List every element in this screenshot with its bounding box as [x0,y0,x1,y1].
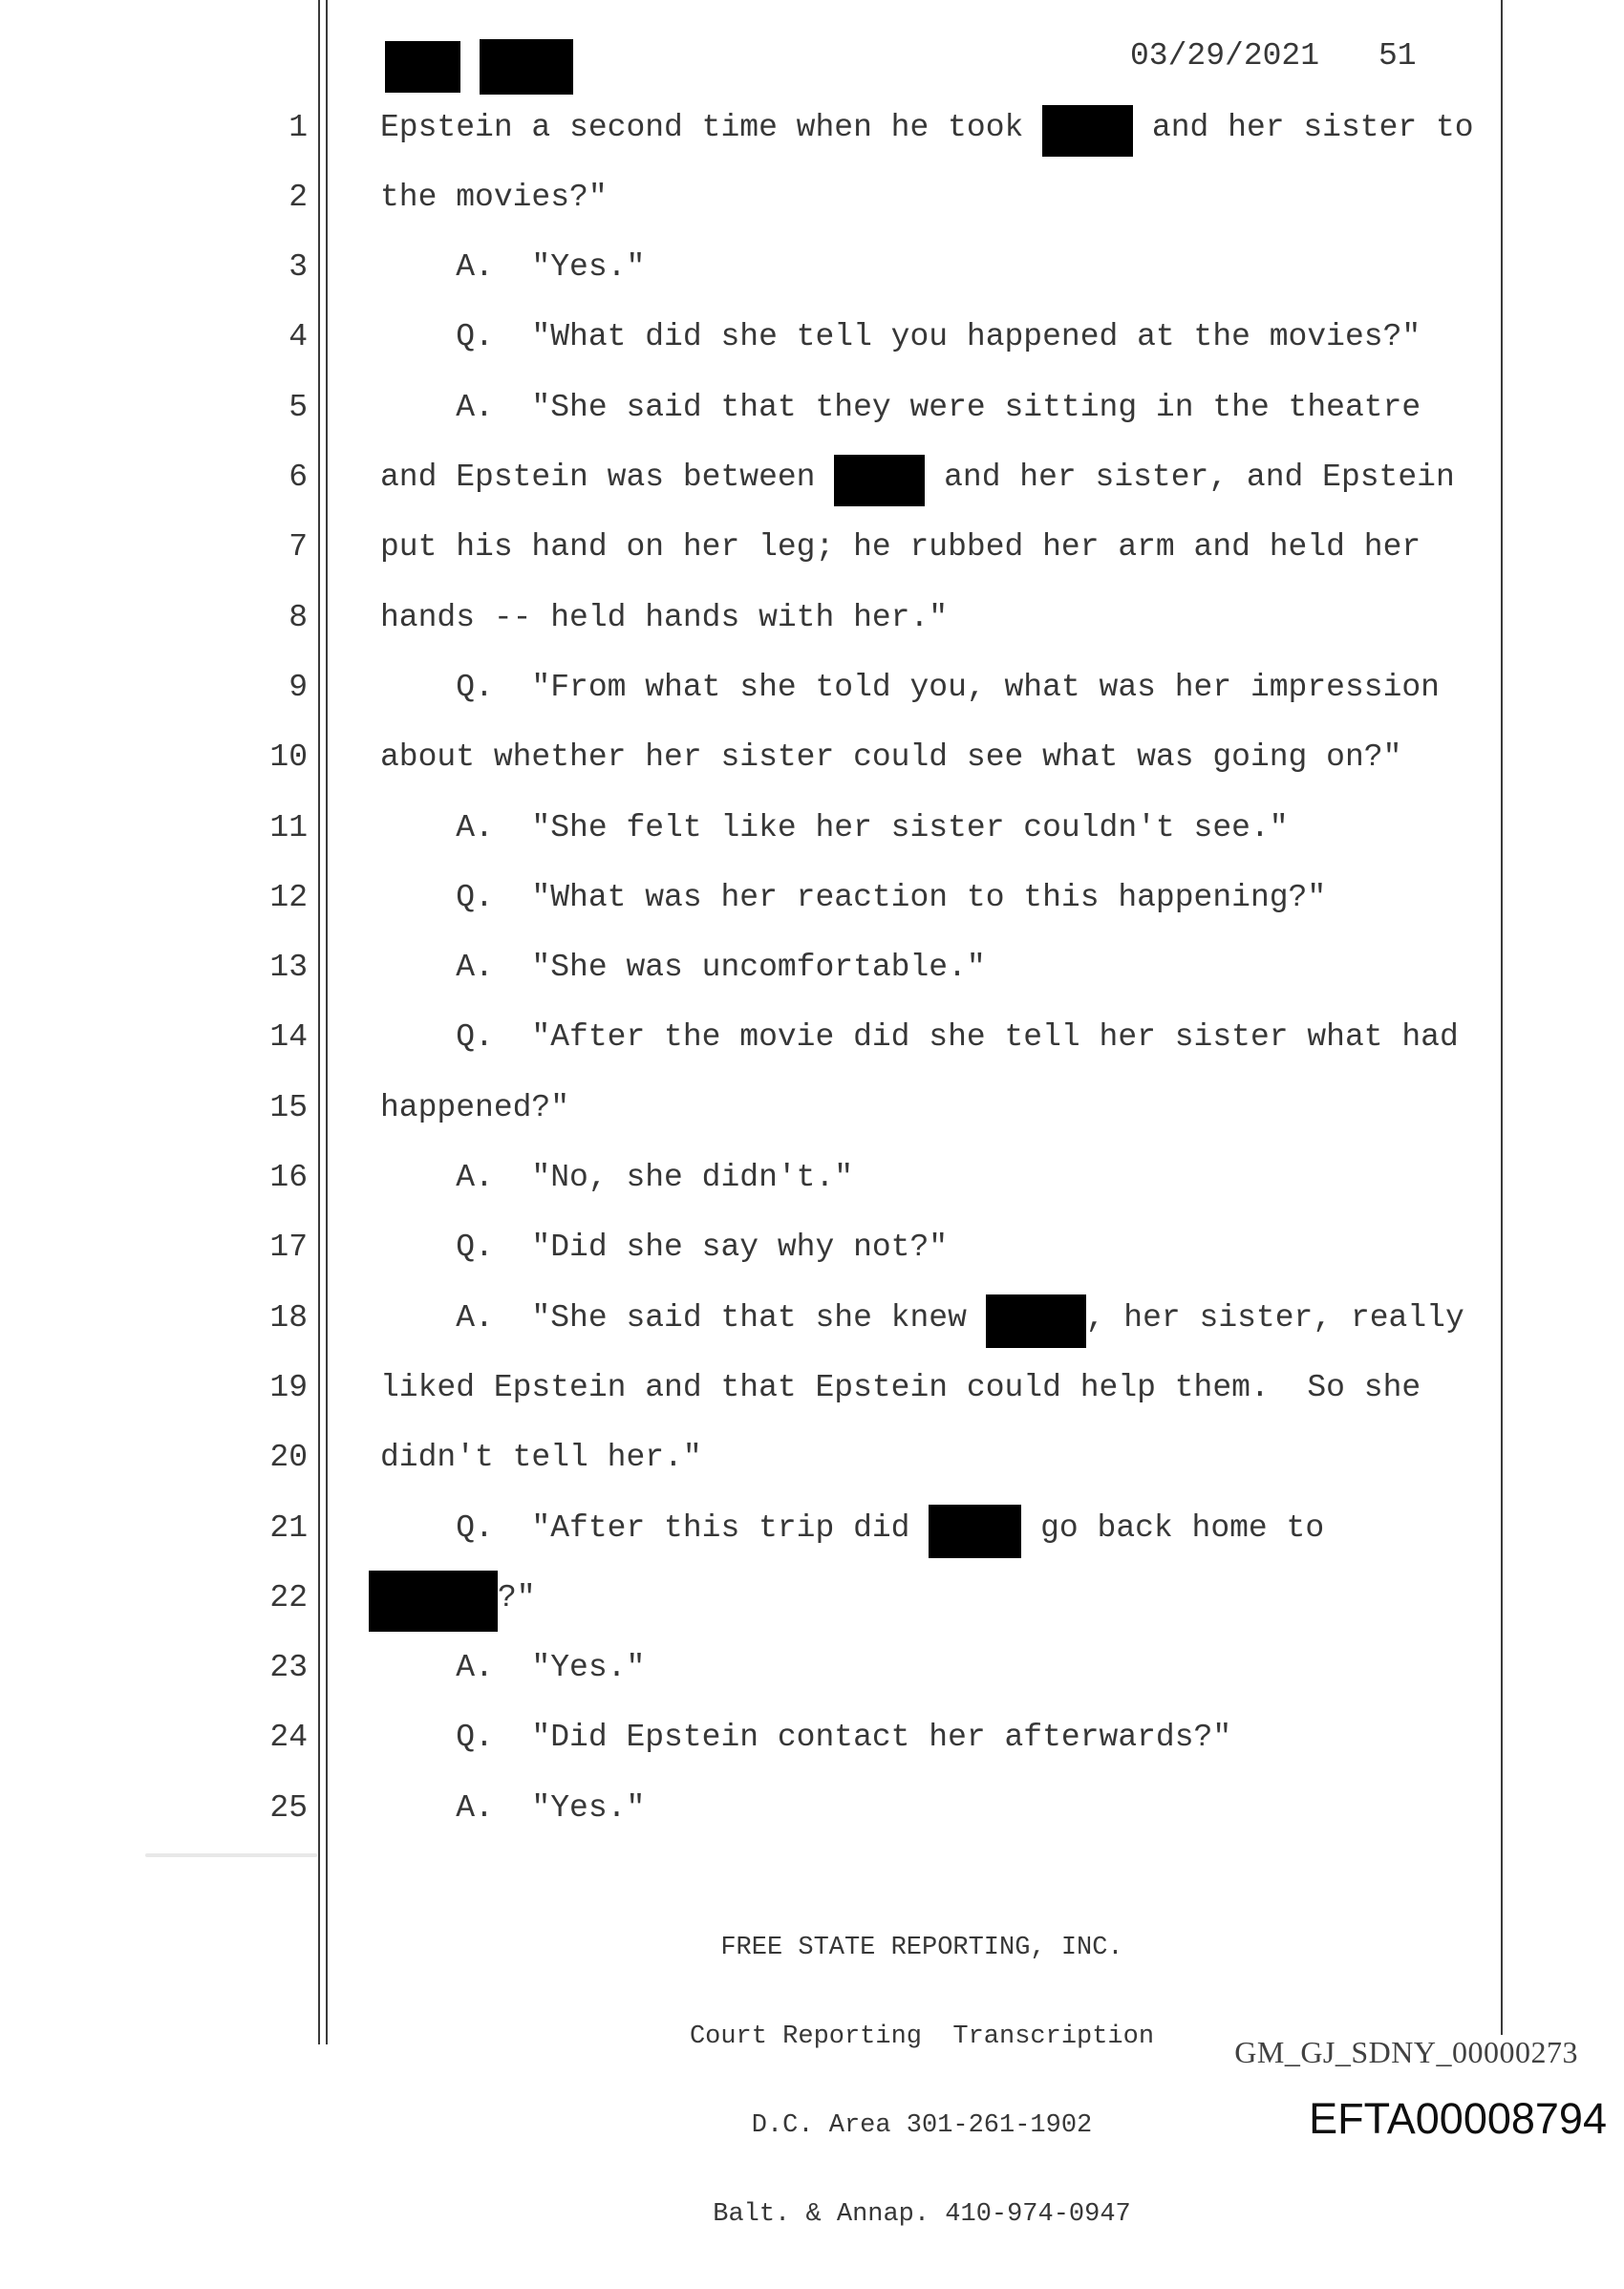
line-text [380,93,1474,162]
line-number: 16 [269,1160,308,1195]
transcript-line [0,232,1624,302]
line-number: 19 [269,1370,308,1405]
line-number: 23 [269,1650,308,1685]
line-number: 17 [269,1230,308,1265]
redaction-box [385,41,460,93]
line-number: 9 [288,670,308,705]
line-number: 14 [269,1019,308,1055]
line-number: 8 [288,600,308,635]
transcript-line [0,1212,1624,1282]
line-text [380,1212,948,1282]
footer-line-services: Court Reporting Transcription [689,2022,1155,2051]
redaction-box [480,39,573,95]
reporter-footer [380,1874,1464,2289]
text-segment: A. "Yes." [380,1790,646,1826]
text-segment: and her sister to [1133,110,1474,145]
transcript-line [0,302,1624,372]
transcript-line [0,1283,1624,1353]
text-segment: hands -- held hands with her." [380,600,949,635]
line-text [380,1002,1459,1072]
line-number: 5 [288,390,308,425]
line-text [380,793,1289,863]
line-number: 10 [269,739,308,775]
line-text [380,1353,1421,1423]
line-text [380,373,1421,442]
line-number: 6 [288,460,308,495]
text-segment: A. "Yes." [380,1650,646,1685]
exhibit-stamp: EFTA00008794 [1309,2094,1607,2143]
line-text [380,1702,1231,1772]
text-segment: and Epstein was between [380,460,835,495]
transcript-line [0,162,1624,232]
line-text [380,1423,702,1492]
footer-line-company: FREE STATE REPORTING, INC. [720,1934,1123,1962]
line-text [380,1493,1324,1563]
text-segment: Q. "After this trip did [380,1510,930,1546]
line-number: 25 [269,1790,308,1826]
text-segment: A. "Yes." [380,249,646,285]
transcript-line [0,1563,1624,1633]
text-segment: go back home to [1021,1510,1325,1546]
line-number: 18 [269,1300,308,1336]
line-number: 20 [269,1440,308,1475]
bates-stamp: GM_GJ_SDNY_00000273 [1234,2035,1578,2069]
transcript-line [0,1633,1624,1702]
transcript-line [0,583,1624,652]
line-number: 4 [288,319,308,354]
line-number: 12 [269,880,308,915]
transcript-line [0,863,1624,932]
transcript-line [0,932,1624,1002]
footer-line-balt-phone: Balt. & Annap. 410-974-0947 [713,2200,1131,2229]
text-segment: A. "She said that they were sitting in the theatre [380,390,1421,425]
line-text [380,863,1326,932]
text-segment: Q. "Did Epstein contact her afterwards?" [380,1720,1232,1755]
line-text [380,512,1421,582]
transcript-line [0,1493,1624,1563]
redaction-box [929,1505,1021,1558]
line-text [380,1633,645,1702]
line-number: 15 [269,1090,308,1125]
line-text [380,932,986,1002]
transcript-line [0,1353,1624,1423]
text-segment: Q. "After the movie did she tell her sister what had [380,1019,1459,1055]
transcript-line [0,93,1624,162]
transcript-line [0,1773,1624,1843]
line-text [380,722,1401,792]
text-segment: A. "No, she didn't." [380,1160,854,1195]
transcript-line [0,793,1624,863]
line-number: 11 [269,810,308,845]
transcript-line [0,373,1624,442]
text-segment: , her sister, really [1085,1300,1464,1336]
text-segment: A. "She was uncomfortable." [380,950,986,985]
scan-artifact [145,1853,317,1857]
line-number: 13 [269,950,308,985]
text-segment: happened?" [380,1090,570,1125]
transcript-line [0,1702,1624,1772]
text-segment: A. "She felt like her sister couldn't see." [380,810,1289,845]
line-text [380,442,1455,512]
line-number: 22 [269,1580,308,1615]
text-segment: Q. "What was her reaction to this happening?" [380,880,1327,915]
text-segment: ?" [498,1580,536,1615]
line-number: 24 [269,1720,308,1755]
footer-line-dc-phone: D.C. Area 301-261-1902 [751,2111,1093,2140]
line-text [380,583,948,652]
text-segment: about whether her sister could see what was going on?" [380,739,1402,775]
text-segment: and her sister, and Epstein [925,460,1455,495]
transcript-line [0,1073,1624,1143]
redaction-box [1042,105,1133,157]
text-segment: the movies?" [380,180,608,215]
line-number: 7 [288,529,308,565]
text-segment: Q. "Did she say why not?" [380,1230,949,1265]
transcript-line [0,512,1624,582]
header-page-number: 51 [1378,38,1417,74]
text-segment: A. "She said that she knew [380,1300,986,1336]
line-text [380,1143,853,1212]
line-text [380,1773,645,1843]
line-text [380,1563,536,1633]
transcript-line [0,1423,1624,1492]
line-number: 1 [288,110,308,145]
line-text [380,1283,1464,1353]
transcript-line [0,1143,1624,1212]
line-number: 2 [288,180,308,215]
transcript-line [0,442,1624,512]
line-number: 3 [288,249,308,285]
header-date: 03/29/2021 [1130,38,1320,74]
line-text [380,652,1440,722]
redaction-box [986,1294,1086,1348]
line-number: 21 [269,1510,308,1546]
redaction-box [834,455,925,506]
text-segment: Q. "What did she tell you happened at the movies?" [380,319,1421,354]
text-segment: put his hand on her leg; he rubbed her arm and held her [380,529,1421,565]
transcript-line [0,652,1624,722]
transcript-line [0,1002,1624,1072]
line-text [380,302,1421,372]
text-segment: liked Epstein and that Epstein could help them. So she [380,1370,1421,1405]
transcript-line [0,722,1624,792]
line-text [380,1073,569,1143]
text-segment: Q. "From what she told you, what was her impression [380,670,1440,705]
line-text [380,232,645,302]
redaction-box [369,1571,498,1632]
text-segment: didn't tell her." [380,1440,702,1475]
text-segment: Epstein a second time when he took [380,110,1043,145]
line-text [380,162,608,232]
